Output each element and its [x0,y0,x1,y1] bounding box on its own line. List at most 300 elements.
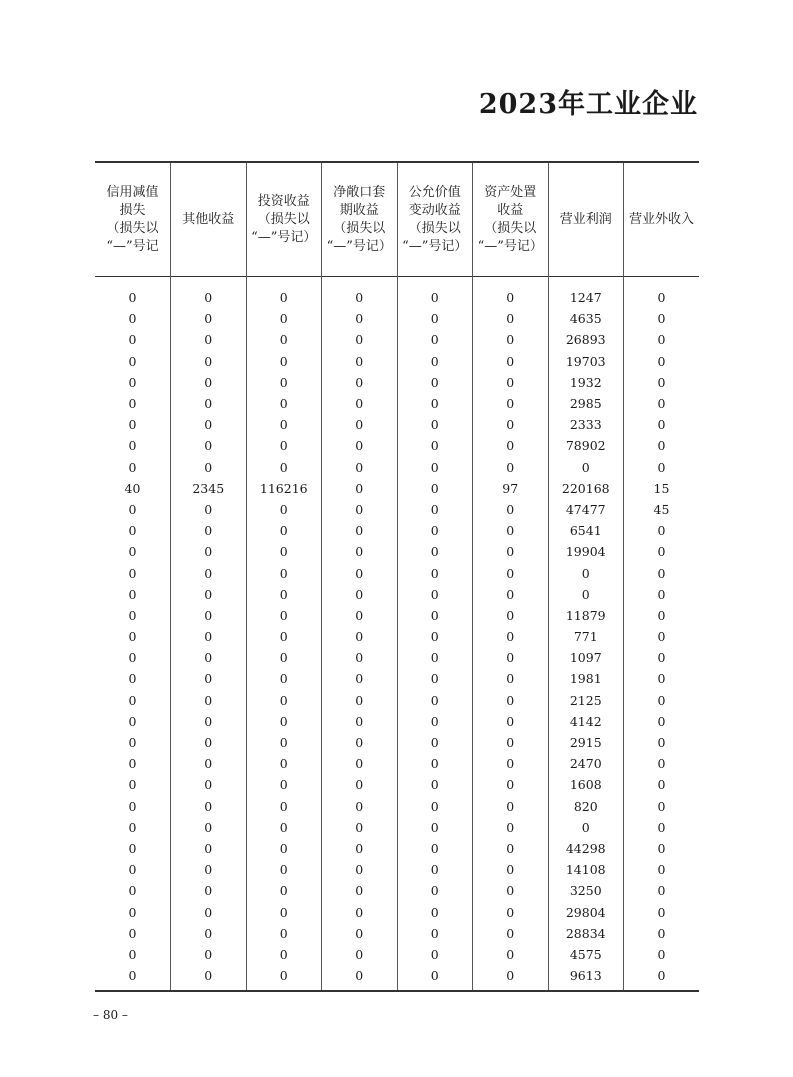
table-cell: 0 [624,277,700,309]
table-cell: 0 [128,713,137,729]
table-cell: 0 [128,290,137,306]
column-header-line: （损失以 [106,220,159,236]
table-row [95,393,699,414]
table-cell: 0 [322,393,398,414]
table-row [95,372,699,393]
table-cell: 0 [624,520,700,541]
table-cell: 0 [624,880,700,901]
table-cell: 0 [624,944,700,965]
table-cell: 4142 [548,711,624,732]
table-row [95,753,699,774]
table-cell: 0 [397,838,473,859]
table-cell: 0 [473,372,549,393]
table-cell: 0 [128,883,137,899]
table-cell: 0 [246,923,322,944]
table-cell: 0 [473,414,549,435]
table-cell: 0 [171,393,247,414]
table-cell: 0 [322,796,398,817]
table-row [95,901,699,922]
table-cell: 0 [128,629,137,645]
table-cell: 0 [397,351,473,372]
table-cell: 2915 [548,732,624,753]
table-cell: 0 [473,690,549,711]
table-cell: 0 [171,414,247,435]
table-cell: 0 [128,311,137,327]
table-cell: 0 [322,690,398,711]
table-cell: 0 [246,351,322,372]
table-cell: 0 [322,923,398,944]
table-cell: 0 [473,923,549,944]
table-cell: 0 [246,647,322,668]
table-cell: 220168 [548,478,624,499]
table-cell: 0 [128,459,137,475]
column-header-line: 资产处置 [484,184,537,200]
table-cell: 0 [397,923,473,944]
table-cell: 0 [548,562,624,583]
table-cell: 0 [624,329,700,350]
table-cell: 0 [624,393,700,414]
table-cell: 0 [128,904,137,920]
table-row [95,351,699,372]
table-cell: 0 [128,353,137,369]
table-cell: 0 [128,671,137,687]
table-cell: 0 [473,605,549,626]
table-cell: 0 [624,753,700,774]
table-cell: 0 [397,499,473,520]
table-cell: 29804 [548,901,624,922]
table-cell: 0 [624,817,700,838]
header-row [95,162,699,277]
column-header-line: “—”号记） [402,238,468,254]
table-cell: 0 [624,690,700,711]
table-cell: 0 [322,880,398,901]
table-cell: 0 [171,690,247,711]
table-cell: 0 [171,351,247,372]
column-header-line: 净敞口套 [333,184,386,200]
table-row [95,435,699,456]
table-cell: 0 [128,523,137,539]
table-cell: 0 [473,457,549,478]
table-cell: 0 [548,457,624,478]
table-cell: 0 [397,626,473,647]
table-cell: 78902 [548,435,624,456]
table-cell: 40 [124,480,141,496]
table-cell: 0 [397,965,473,991]
table-cell: 0 [322,605,398,626]
table-cell: 0 [246,774,322,795]
table-cell: 0 [246,584,322,605]
table-row [95,647,699,668]
table-cell: 0 [624,605,700,626]
table-cell: 0 [624,372,700,393]
table-cell: 1608 [548,774,624,795]
table-cell: 0 [397,796,473,817]
table-cell: 44298 [548,838,624,859]
table-cell: 0 [246,499,322,520]
table-row [95,605,699,626]
table-row [95,690,699,711]
table-cell: 0 [246,944,322,965]
table-cell: 0 [171,308,247,329]
table-cell: 1097 [548,647,624,668]
table-cell: 0 [171,541,247,562]
column-header [548,162,624,277]
table-cell: 0 [246,901,322,922]
table-cell: 0 [246,520,322,541]
table-cell: 0 [246,796,322,817]
table-cell: 0 [473,351,549,372]
table-cell: 11879 [548,605,624,626]
table-cell: 3250 [548,880,624,901]
table-cell: 0 [171,732,247,753]
table-cell: 0 [246,880,322,901]
table-row [95,796,699,817]
table-cell: 0 [171,817,247,838]
table-cell: 0 [473,817,549,838]
table-cell: 0 [322,457,398,478]
table-cell: 0 [322,753,398,774]
table-cell: 0 [128,586,137,602]
table-row [95,859,699,880]
table-cell: 0 [171,796,247,817]
table-cell: 0 [397,308,473,329]
table-cell: 0 [473,541,549,562]
column-header-line: 公允价值 [408,184,461,200]
table-cell: 0 [397,562,473,583]
table-cell: 0 [397,393,473,414]
table-cell: 2125 [548,690,624,711]
table-cell: 0 [397,435,473,456]
table-cell: 0 [171,584,247,605]
table-cell: 0 [128,840,137,856]
table-cell: 0 [624,668,700,689]
table-cell: 0 [397,541,473,562]
column-header-line: “—”号记） [251,229,317,245]
table-cell: 0 [171,901,247,922]
table-cell: 0 [246,732,322,753]
table-row [95,817,699,838]
table-cell: 0 [128,735,137,751]
column-header-line: 信用减值 [106,184,159,200]
table-cell: 0 [246,711,322,732]
table-cell: 0 [624,965,700,991]
table-cell: 0 [322,541,398,562]
table-cell: 0 [128,417,137,433]
table-row [95,774,699,795]
table-cell: 28834 [548,923,624,944]
column-header [322,162,398,277]
table-cell: 0 [473,562,549,583]
table-row [95,562,699,583]
table-body [95,277,699,992]
table-cell: 0 [322,901,398,922]
table-cell: 0 [473,859,549,880]
table-cell: 0 [624,584,700,605]
table-cell: 0 [473,435,549,456]
table-cell: 0 [397,711,473,732]
table-cell: 0 [624,647,700,668]
table-cell: 4635 [548,308,624,329]
column-header [397,162,473,277]
column-header-line: 投资收益 [257,193,310,209]
table-row [95,478,699,499]
table-cell: 0 [397,647,473,668]
table-cell: 0 [624,457,700,478]
table-cell: 0 [171,277,247,309]
table-cell: 0 [397,277,473,309]
table-cell: 1247 [548,277,624,309]
table-cell: 0 [624,732,700,753]
table-cell: 2333 [548,414,624,435]
table-cell: 0 [128,777,137,793]
column-header-line: （损失以 [484,220,537,236]
table-cell: 0 [473,711,549,732]
table-cell: 9613 [548,965,624,991]
table-cell: 0 [397,859,473,880]
table-cell: 0 [473,647,549,668]
table-cell: 0 [171,923,247,944]
table-cell: 0 [128,968,137,984]
table-cell: 0 [397,520,473,541]
table-row [95,277,699,309]
table-cell: 0 [397,732,473,753]
table-cell: 0 [473,838,549,859]
table-cell: 0 [322,414,398,435]
table-cell: 0 [473,774,549,795]
table-cell: 0 [171,499,247,520]
table-cell: 0 [397,774,473,795]
table-row [95,711,699,732]
table-cell: 0 [128,332,137,348]
table-cell: 0 [397,944,473,965]
table-cell: 0 [473,732,549,753]
table-row [95,308,699,329]
table-row [95,457,699,478]
table-cell: 0 [171,626,247,647]
table-cell: 0 [171,457,247,478]
table-cell: 0 [246,308,322,329]
table-cell: 0 [624,435,700,456]
table-cell: 0 [624,308,700,329]
table-cell: 2985 [548,393,624,414]
table-cell: 0 [397,605,473,626]
table-cell: 4575 [548,944,624,965]
table-cell: 0 [246,457,322,478]
column-header-line: 营业外收入 [628,211,694,227]
column-header-line: “—”号记） [477,238,543,254]
table-cell: 0 [128,565,137,581]
table-cell: 0 [473,668,549,689]
table-cell: 0 [322,965,398,991]
table-row [95,838,699,859]
table-cell: 0 [246,605,322,626]
table-cell: 0 [322,838,398,859]
column-header [95,162,171,277]
column-header-line: 期收益 [339,202,379,218]
table-cell: 0 [171,965,247,991]
table-cell: 0 [548,584,624,605]
table-cell: 19904 [548,541,624,562]
table-cell: 0 [397,668,473,689]
table-cell: 97 [473,478,549,499]
table-cell: 0 [322,351,398,372]
data-table-container [95,161,699,992]
table-row [95,923,699,944]
table-cell: 820 [548,796,624,817]
page-number: – 80 – [93,1008,128,1022]
column-header-line: （损失以 [333,220,386,236]
table-cell: 0 [473,901,549,922]
table-row [95,944,699,965]
table-cell: 1932 [548,372,624,393]
table-cell: 0 [322,329,398,350]
column-header [171,162,247,277]
table-row [95,329,699,350]
table-cell: 1981 [548,668,624,689]
table-cell: 0 [322,774,398,795]
table-cell: 0 [397,372,473,393]
table-cell: 0 [171,520,247,541]
column-header-line: 损失 [119,202,146,218]
column-header [246,162,322,277]
table-cell: 0 [473,626,549,647]
table-row [95,541,699,562]
table-cell: 771 [548,626,624,647]
table-cell: 6541 [548,520,624,541]
table-cell: 0 [322,520,398,541]
table-cell: 45 [624,499,700,520]
table-cell: 0 [246,965,322,991]
table-cell: 0 [322,732,398,753]
column-header-line: “—”号记 [106,238,159,254]
table-cell: 0 [322,499,398,520]
table-cell: 0 [624,796,700,817]
table-cell: 0 [548,817,624,838]
table-cell: 0 [171,605,247,626]
table-cell: 0 [322,277,398,309]
table-cell: 47477 [548,499,624,520]
table-row [95,626,699,647]
table-cell: 0 [128,862,137,878]
table-row [95,584,699,605]
column-header-line: （损失以 [408,220,461,236]
table-cell: 0 [624,626,700,647]
table-cell: 0 [246,277,322,309]
table-cell: 0 [171,372,247,393]
table-cell: 0 [473,796,549,817]
table-cell: 0 [322,647,398,668]
table-row [95,414,699,435]
table-cell: 0 [171,711,247,732]
table-cell: 0 [624,562,700,583]
table-cell: 0 [473,499,549,520]
table-cell: 0 [322,859,398,880]
table-cell: 0 [624,711,700,732]
table-cell: 14108 [548,859,624,880]
table-cell: 2470 [548,753,624,774]
table-cell: 0 [624,351,700,372]
table-cell: 0 [322,478,398,499]
table-cell: 15 [624,478,700,499]
table-cell: 0 [246,329,322,350]
table-row [95,880,699,901]
table-cell: 0 [473,329,549,350]
table-cell: 0 [473,944,549,965]
table-cell: 0 [397,329,473,350]
table-cell: 0 [246,690,322,711]
table-cell: 0 [322,584,398,605]
table-cell: 0 [397,880,473,901]
table-cell: 0 [624,774,700,795]
table-cell: 0 [246,817,322,838]
table-cell: 0 [624,859,700,880]
table-cell: 0 [473,880,549,901]
table-cell: 0 [128,819,137,835]
table-row [95,965,699,991]
table-cell: 0 [397,753,473,774]
table-cell: 0 [322,817,398,838]
table-cell: 0 [397,584,473,605]
table-cell: 0 [473,277,549,309]
table-cell: 0 [128,756,137,772]
table-cell: 0 [128,798,137,814]
table-cell: 0 [624,901,700,922]
table-cell: 0 [171,329,247,350]
table-cell: 0 [128,607,137,623]
table-cell: 0 [128,692,137,708]
table-cell: 0 [246,626,322,647]
table-cell: 0 [397,901,473,922]
data-table [95,161,699,992]
table-cell: 0 [322,435,398,456]
table-cell: 0 [246,562,322,583]
table-cell: 0 [473,308,549,329]
table-cell: 0 [397,817,473,838]
table-cell: 0 [246,541,322,562]
table-cell: 0 [246,753,322,774]
table-cell: 0 [171,435,247,456]
table-cell: 0 [624,414,700,435]
table-cell: 0 [246,838,322,859]
table-row [95,668,699,689]
table-cell: 0 [128,396,137,412]
table-cell: 0 [246,414,322,435]
table-cell: 0 [128,946,137,962]
table-cell: 0 [322,562,398,583]
table-cell: 0 [128,925,137,941]
table-cell: 0 [322,372,398,393]
table-cell: 0 [128,544,137,560]
column-header-line: 变动收益 [408,202,461,218]
table-cell: 116216 [246,478,322,499]
table-cell: 0 [322,626,398,647]
table-row [95,499,699,520]
page-title: 2023年工业企业 [478,89,698,120]
table-cell: 0 [171,838,247,859]
column-header-line: “—”号记） [326,238,392,254]
table-cell: 2345 [171,478,247,499]
table-cell: 0 [128,650,137,666]
table-cell: 0 [322,668,398,689]
table-cell: 0 [624,541,700,562]
table-cell: 0 [624,838,700,859]
table-cell: 0 [473,753,549,774]
table-cell: 0 [246,859,322,880]
table-cell: 0 [171,668,247,689]
table-cell: 0 [624,923,700,944]
table-cell: 0 [246,435,322,456]
column-header-line: 营业利润 [559,211,612,227]
